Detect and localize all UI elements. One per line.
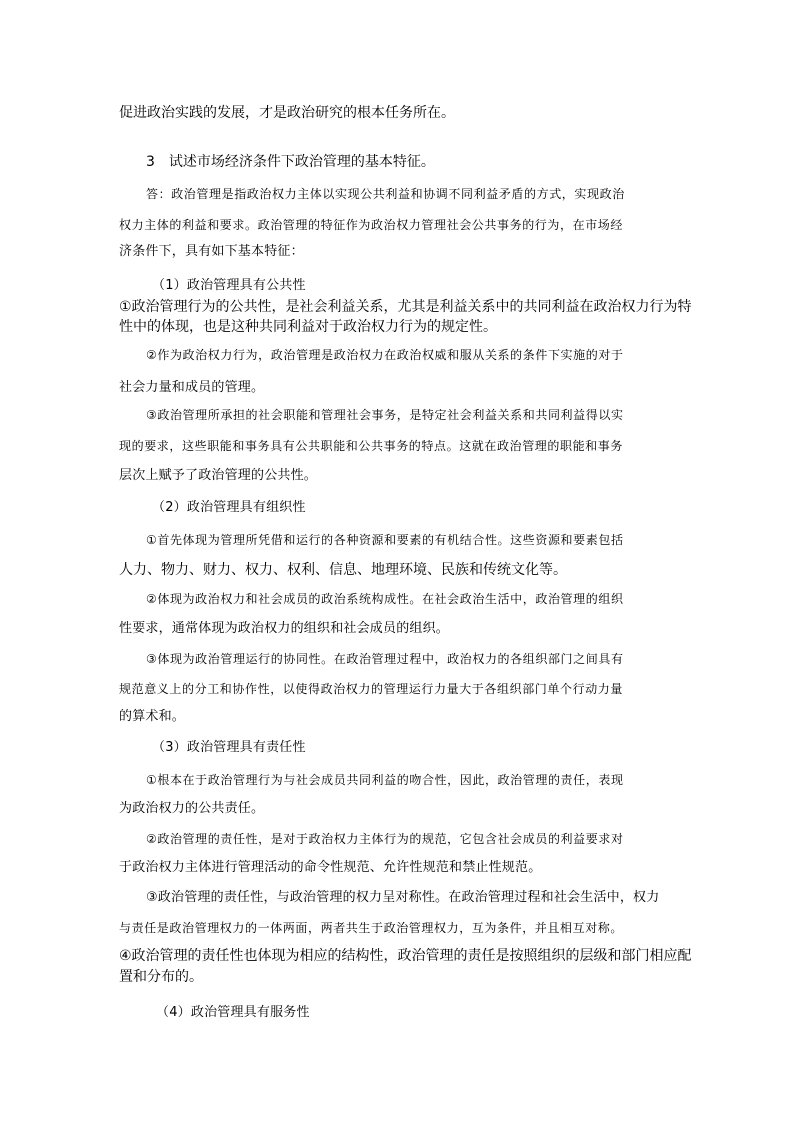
section-heading: （4）政治管理具有服务性	[156, 1005, 310, 1020]
text-line: ②体现为政治权力和社会成员的政治系统构成性。在社会政治生活中，政治管理的组织	[146, 592, 624, 606]
text-line: 促进政治实践的发展，才是政治研究的根本任务所在。	[119, 105, 455, 121]
text-line: 济条件下，具有如下基本特征：	[119, 244, 304, 259]
text-line: 人力、物力、财力、权力、权利、信息、地理环境、民族和传统文化等。	[119, 562, 567, 578]
question-heading: 3 试述市场经济条件下政治管理的基本特征。	[146, 154, 435, 170]
text-line: 的算术和。	[119, 709, 186, 724]
text-line: 规范意义上的分工和协作性，以使得政治权力的管理运行力量大于各组织部门单个行动力量	[119, 682, 624, 696]
text-line: 于政治权力主体进行管理活动的命令性规范、允许性规范和禁止性规范。	[119, 860, 542, 875]
section-heading: （1）政治管理具有公共性	[152, 278, 306, 293]
text-line: ①政治管理行为的公共性，是社会利益关系，尤其是利益关系中的共同利益在政治权力行为特	[119, 299, 692, 315]
text-line: 权力主体的利益和要求。政治管理的特征作为政治权力管理社会公共事务的行为，在市场经	[119, 218, 624, 232]
text-line: 层次上赋予了政治管理的公共性。	[119, 468, 318, 483]
text-line: ②政治管理的责任性，是对于政治权力主体行为的规范，它包含社会成员的利益要求对	[146, 832, 624, 846]
text-line: ③政治管理的责任性，与政治管理的权力呈对称性。在政治管理过程和社会生活中，权力	[146, 890, 660, 905]
text-line: ④政治管理的责任性也体现为相应的结构性，政治管理的责任是按照组织的层级和部门相应配	[119, 948, 692, 964]
text-line: ①根本在于政治管理行为与社会成员共同利益的吻合性，因此，政治管理的责任，表现	[146, 773, 624, 787]
section-heading: （3）政治管理具有责任性	[152, 740, 306, 755]
text-line: 置和分布的。	[119, 969, 203, 985]
text-line: ③体现为政治管理运行的协同性。在政治管理过程中，政治权力的各组织部门之间具有	[146, 652, 624, 666]
text-line: 社会力量和成员的管理。	[119, 380, 265, 395]
text-line: 性要求，通常体现为政治权力的组织和社会成员的组织。	[119, 621, 450, 636]
text-line: ①首先体现为管理所凭借和运行的各种资源和要素的有机结合性。这些资源和要素包括	[146, 533, 624, 547]
text-line: ③政治管理所承担的社会职能和管理社会事务，是特定社会利益关系和共同利益得以实	[146, 408, 624, 422]
text-line: ②作为政治权力行为，政治管理是政治权力在政治权威和服从关系的条件下实施的对于	[146, 348, 624, 362]
text-line: 与责任是政治管理权力的一体两面，两者共生于政治管理权力，互为条件，并且相互对称。	[119, 921, 624, 935]
section-heading: （2）政治管理具有组织性	[152, 500, 306, 515]
text-line: 性中的体现，也是这种共同利益对于政治权力行为的规定性。	[119, 319, 497, 335]
text-line: 现的要求，这些职能和事务具有公共职能和公共事务的特点。这就在政治管理的职能和事务	[119, 439, 624, 453]
text-line: 为政治权力的公共责任。	[119, 801, 265, 816]
text-line: 答：政治管理是指政治权力主体以实现公共利益和协调不同利益矛盾的方式，实现政治	[146, 187, 625, 201]
